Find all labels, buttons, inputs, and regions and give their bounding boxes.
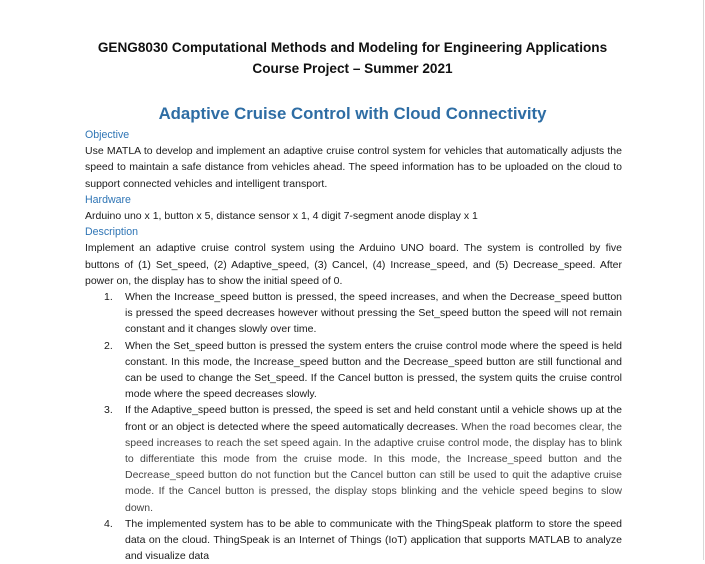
objective-heading: Objective [85, 129, 130, 141]
course-term: Course Project – Summer 2021 [252, 60, 453, 76]
list-number: 1. [104, 291, 113, 304]
list-text: When the Increase_speed button is pressed, the speed increases, and when the Decrease_speed button is pressed the speed decreases however without pressing the Set_speed button the speed will not remain constant and it changes slowly over time. [125, 291, 622, 336]
list-text: The implemented system has to be able to communicate with the ThingSpeak platform to store the speed data on the cloud. ThingSpeak is an Internet of Things (IoT) application that supports MATLAB to analyze and visualize data [125, 517, 622, 563]
hardware-text: Arduino uno x 1, button x 5, distance sensor x 1, 4 digit 7-segment anode display x 1 [85, 210, 478, 223]
document-title: Adaptive Cruise Control with Cloud Connectivity [158, 104, 547, 123]
list-text-part-b: When the road becomes clear, the speed increases to reach the set speed again. In the adaptive cruise control mode, the display has to blink to differentiate this mode from the cruise mode. In this mode, the Increase_speed button and the Decrease_speed button do not function but the Cancel button can still be used to quit the adaptive cruise mode. If the Cancel button is pressed, the display stops blinking and the vehicle speed begins to slow down. [125, 420, 622, 514]
hardware-heading: Hardware [85, 193, 131, 206]
list-item [85, 338, 622, 403]
list-text: When the Set_speed button is pressed the system enters the cruise control mode where the speed is held constant. In this mode, the Increase_speed button and the Decrease_speed button are still functional and can be used to change the Set_speed. If the Cancel button is pressed, the system quits the cruise control mode where the speed decreases slowly. [125, 339, 622, 401]
requirements-list [85, 289, 622, 564]
description-text: Implement an adaptive cruise control system using the Arduino UNO board. The system is controlled by five buttons of (1) Set_speed, (2) Adaptive_speed, (3) Cancel, (4) Increase_speed, and (5) Decrease_speed. After power on, the display has to show the initial speed of 0. [85, 242, 622, 287]
course-header [0, 38, 705, 79]
list-item [85, 402, 622, 515]
list-item [85, 516, 622, 564]
list-number: 2. [104, 339, 113, 352]
objective-text: Use MATLA to develop and implement an adaptive cruise control system for vehicles that automatically adjusts the speed to maintain a safe distance from vehicles ahead. The speed information has to be uploaded on the cloud to support connected vehicles and intelligent transport. [85, 145, 622, 190]
list-number: 4. [104, 517, 113, 530]
course-title: GENG8030 Computational Methods and Modeling for Engineering Applications [97, 40, 608, 55]
description-heading: Description [85, 226, 138, 239]
list-text [125, 402, 622, 515]
list-item [85, 289, 622, 338]
document-body [85, 127, 622, 564]
list-number: 3. [104, 404, 113, 417]
list-text-part-a: If the Adaptive_speed button is pressed, the speed is set and held constant until a vehicle shows up at the front or an object is detected where the speed automatically decreases. [125, 404, 622, 433]
